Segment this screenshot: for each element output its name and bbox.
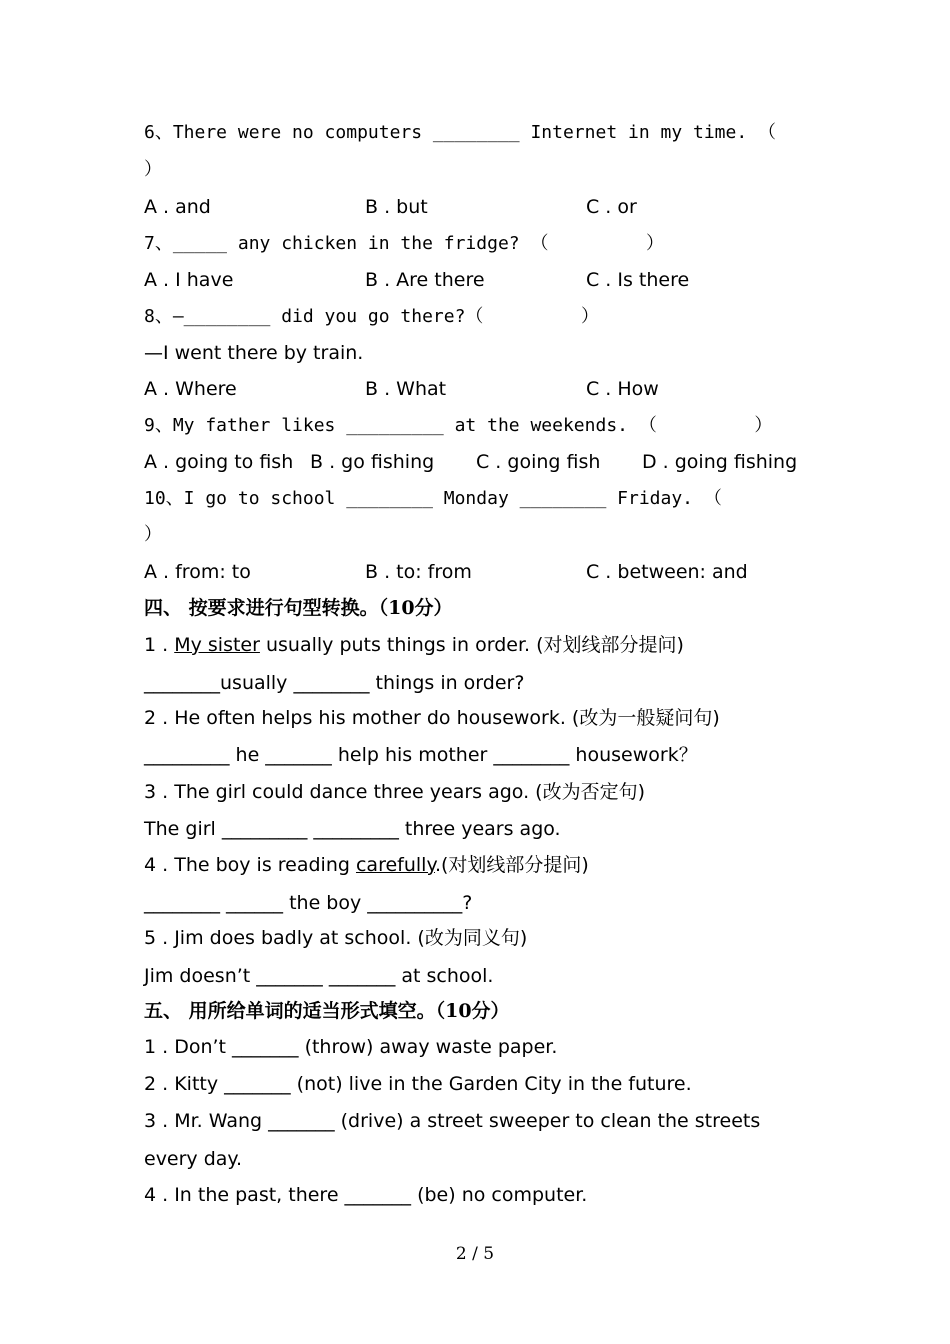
item-text: .(对划线部分提问) [434, 854, 589, 876]
section-4-answer-1: ________usually ________ things in order? [144, 672, 525, 694]
question-9-stem: 9、My father likes _________ at the weekends. （ ） [144, 415, 773, 436]
q6-option-b: B . but [365, 196, 428, 218]
q10-option-a: A . from: to [144, 561, 251, 583]
section-4-item-1 [144, 633, 684, 657]
question-8-answer-line: —I went there by train. [144, 342, 364, 364]
section-5-heading: 五、 用所给单词的适当形式填空。（10分） [144, 1000, 510, 1022]
section-5-item-3-continued: every day. [144, 1148, 242, 1170]
item-text: usually puts things in order. (对划线部分提问) [259, 634, 684, 656]
underlined-phrase: carefully [355, 854, 435, 876]
q7-option-a: A . I have [144, 269, 234, 291]
q8-option-b: B . What [365, 378, 447, 400]
item-text: 4 . The boy is reading [144, 854, 356, 876]
q6-option-c: C . or [586, 196, 637, 218]
section-4-item-4 [144, 853, 589, 877]
underlined-phrase: My sister [174, 634, 260, 656]
q7-option-b: B . Are there [365, 269, 485, 291]
question-8-stem: 8、—________ did you go there?（ ） [144, 306, 599, 327]
page-number: 2 / 5 [455, 1244, 495, 1264]
item-number: 1 . [144, 634, 175, 656]
section-5-item-1: 1 . Don’t _______ (throw) away waste paper. [144, 1036, 558, 1058]
q8-option-c: C . How [586, 378, 659, 400]
q6-option-a: A . and [144, 196, 211, 218]
question-10-stem: 10、I go to school ________ Monday ________ Friday. （ [144, 488, 722, 509]
section-4-answer-4: ________ ______ the boy __________? [144, 892, 473, 914]
section-4-item-3: 3 . The girl could dance three years ago. (改为否定句) [144, 781, 645, 803]
section-4-item-2: 2 . He often helps his mother do housework. (改为一般疑问句) [144, 707, 720, 729]
q9-option-b: B . go fishing [310, 451, 435, 473]
section-4-heading: 四、 按要求进行句型转换。（10分） [144, 597, 453, 619]
question-10-paren-close: ） [144, 524, 162, 545]
section-4-item-5: 5 . Jim does badly at school. (改为同义句) [144, 927, 528, 949]
q10-option-b: B . to: from [365, 561, 472, 583]
q8-option-a: A . Where [144, 378, 237, 400]
section-5-item-3: 3 . Mr. Wang _______ (drive) a street sweeper to clean the streets [144, 1110, 761, 1132]
section-4-answer-5: Jim doesn’t _______ _______ at school. [144, 965, 494, 987]
section-4-answer-2: _________ he _______ help his mother ________ housework？ [144, 744, 698, 766]
section-4-answer-3: The girl _________ _________ three years ago. [144, 818, 561, 840]
question-6-paren-close: ） [144, 159, 162, 180]
q10-option-c: C . between: and [586, 561, 748, 583]
question-7-stem: 7、_____ any chicken in the fridge? （ ） [144, 233, 664, 254]
q7-option-c: C . Is there [586, 269, 690, 291]
question-6-stem: 6、There were no computers ________ Internet in my time. （ [144, 122, 777, 143]
q9-option-d: D . going fishing [642, 451, 798, 473]
section-5-item-4: 4 . In the past, there _______ (be) no computer. [144, 1184, 588, 1206]
q9-option-c: C . going fish [476, 451, 601, 473]
section-5-item-2: 2 . Kitty _______ (not) live in the Garden City in the future. [144, 1073, 692, 1095]
q9-option-a: A . going to fish [144, 451, 294, 473]
